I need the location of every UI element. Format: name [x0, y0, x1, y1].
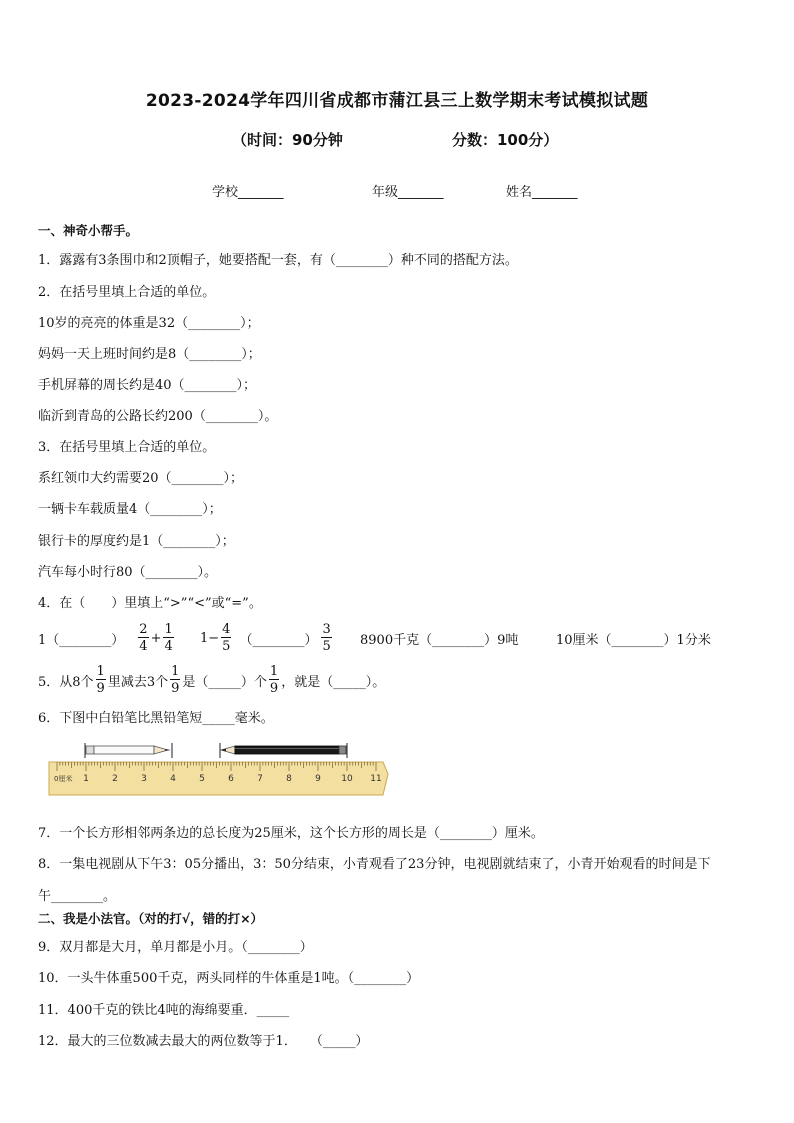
question-3: 3．在括号里填上合适的单位。 — [38, 440, 216, 455]
question-2-item: 临沂到青岛的公路长约200（________）。 — [38, 409, 278, 424]
fraction — [96, 665, 106, 695]
question-3-item: 汽车每小时行80（________）。 — [38, 565, 218, 580]
question-8: 8．一集电视剧从下午3：05分播出，3：50分结束，小青观看了23分钟，电视剧就结束了，小青开始观看的时间是下 — [38, 857, 711, 872]
school-field: 学校_______ — [212, 185, 284, 200]
question-8-continued: 午________。 — [38, 889, 117, 904]
question-11: 11．400千克的铁比4吨的海绵要重．_____ — [38, 1003, 290, 1018]
ruler-tick-label: 7 — [257, 774, 263, 784]
question-2-item: 10岁的亮亮的体重是32（________）； — [38, 316, 260, 331]
question-12: 12．最大的三位数减去最大的两位数等于1． （_____） — [38, 1034, 369, 1049]
page-title: 2023-2024学年四川省成都市蒲江县三上数学期末考试模拟试题 — [145, 91, 649, 111]
question-9: 9．双月都是大月，单月都是小月。（________） — [38, 940, 313, 955]
ruler-tick-label: 8 — [286, 774, 292, 784]
ruler-tick-label: 6 — [228, 774, 234, 784]
ruler-diagram — [46, 740, 396, 800]
fraction — [221, 623, 231, 653]
black-pencil — [220, 743, 347, 758]
question-7: 7．一个长方形相邻两条边的总长度为25厘米，这个长方形的周长是（________）厘米。 — [38, 826, 544, 841]
comparison-a-left: 1（________） — [38, 632, 125, 648]
question-3-item: 银行卡的厚度约是1（________）； — [38, 534, 235, 549]
comparison-b-left: 1− — [200, 630, 220, 646]
question-4: 4．在（ ）里填上“>”“<”或“=”。 — [38, 596, 262, 611]
comparison-b-blank: （________） — [239, 632, 318, 648]
denominator: 4 — [164, 639, 173, 654]
exam-score: 分数：100分） — [452, 131, 559, 149]
ruler — [49, 762, 388, 795]
denominator: 5 — [222, 639, 231, 654]
section-2-heading: 二、我是小法官。（对的打√，错的打×） — [38, 911, 264, 926]
ruler-tick-label: 11 — [370, 774, 382, 784]
grade-field: 年级_______ — [372, 185, 444, 200]
ruler-tick-label: 9 — [315, 774, 321, 784]
section-1-heading: 一、神奇小帮手。 — [38, 223, 139, 238]
fraction — [269, 665, 279, 695]
exam-time: （时间：90分钟 — [232, 131, 343, 149]
numerator: 2 — [139, 622, 148, 637]
numerator: 1 — [171, 664, 180, 679]
comparison-c: 8900千克（________）9吨 — [360, 632, 519, 648]
question-3-item: 一辆卡车载质量4（________）； — [38, 502, 222, 517]
comparison-d: 10厘米（________）1分米 — [556, 632, 711, 648]
q5-text-3: 是（_____）个 — [182, 674, 267, 690]
fraction — [138, 623, 148, 653]
denominator: 9 — [171, 681, 180, 696]
question-1: 1．露露有3条围巾和2顶帽子，她要搭配一套，有（________）种不同的搭配方法。 — [38, 253, 518, 268]
fraction — [321, 623, 331, 653]
ruler-tick-label: 1 — [83, 774, 89, 784]
ruler-unit-label: 0厘米 — [54, 775, 73, 783]
ruler-tick-label: 2 — [112, 774, 118, 784]
denominator: 5 — [322, 639, 331, 654]
comparison-a — [38, 616, 176, 660]
question-2: 2．在括号里填上合适的单位。 — [38, 285, 216, 300]
numerator: 1 — [96, 664, 105, 679]
ruler-figure — [46, 740, 396, 804]
q5-text-2: 里减去3个 — [107, 674, 169, 690]
numerator: 4 — [222, 622, 231, 637]
ruler-tick-label: 10 — [341, 774, 353, 784]
q5-text-4: ，就是（_____）。 — [281, 674, 386, 690]
denominator: 4 — [139, 639, 148, 654]
numerator: 1 — [269, 664, 279, 679]
fraction — [163, 623, 173, 653]
question-2-item: 手机屏幕的周长约是40（________）； — [38, 378, 257, 393]
white-pencil — [85, 743, 172, 758]
question-6: 6．下图中白铅笔比黑铅笔短_____毫米。 — [38, 711, 274, 726]
ruler-tick-label: 3 — [141, 774, 147, 784]
ruler-tick-label: 4 — [170, 774, 176, 784]
denominator: 9 — [269, 681, 279, 696]
numerator: 3 — [322, 622, 331, 637]
name-field: 姓名_______ — [506, 185, 578, 200]
q5-text-1: 5．从8个 — [38, 674, 94, 690]
question-5 — [38, 660, 385, 700]
question-2-item: 妈妈一天上班时间约是8（________）； — [38, 347, 261, 362]
question-3-item: 系红领巾大约需要20（________）； — [38, 471, 244, 486]
fraction — [170, 665, 180, 695]
ruler-tick-label: 5 — [199, 774, 205, 784]
numerator: 1 — [164, 622, 173, 637]
question-10: 10．一头牛体重500千克，两头同样的牛体重是1吨。（________） — [38, 971, 420, 986]
comparison-b — [200, 616, 334, 660]
plus-sign: + — [150, 630, 162, 646]
denominator: 9 — [96, 681, 105, 696]
